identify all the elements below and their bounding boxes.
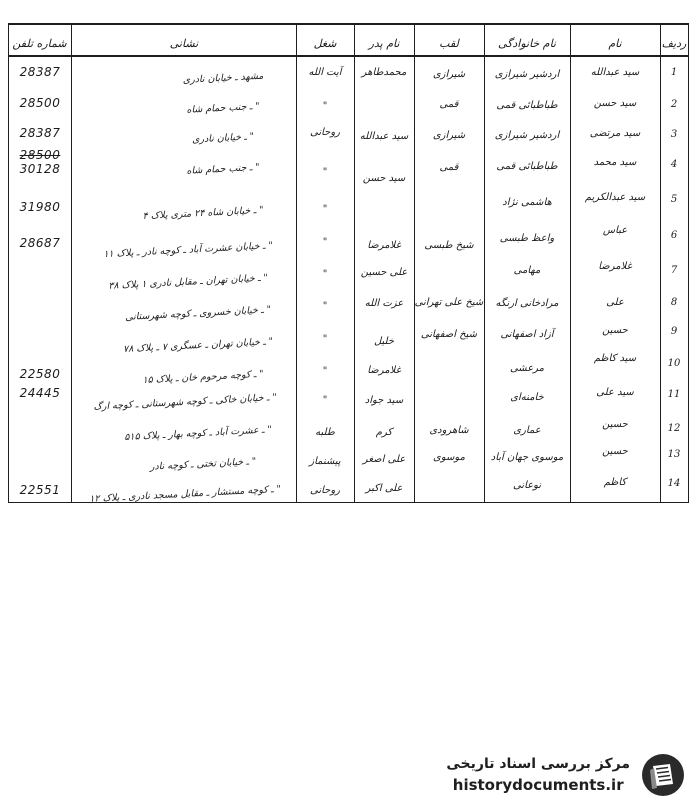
cell-family: طباطبائی قمی — [496, 100, 558, 111]
cell-phone: 28500 — [19, 96, 61, 110]
cell-job: " — [322, 395, 328, 406]
header-father: نام پدر — [368, 37, 400, 50]
cell-title: شیخ اصفهانی — [420, 329, 478, 340]
cell-family: آزاد اصفهانی — [500, 329, 554, 340]
archive-logo-icon — [640, 752, 686, 798]
cell-family: طباطبائی قمی — [496, 161, 558, 172]
header-row-no: ردیف — [661, 37, 687, 50]
cell-phone: 24445 — [19, 386, 61, 400]
watermark-url: historydocuments.ir — [452, 776, 624, 794]
col-divider — [71, 23, 72, 503]
cell-family: اردشیر شیرازی — [494, 130, 560, 141]
cell-job: روحانی — [309, 127, 340, 138]
header-phone: شماره تلفن — [12, 37, 67, 50]
cell-phone: 28387 — [19, 126, 61, 140]
cell-job: " — [322, 167, 328, 178]
cell-row-no: 10 — [667, 358, 681, 369]
cell-father: سید عبدالله — [359, 131, 409, 142]
cell-name: سید علی — [596, 387, 634, 398]
cell-address: " ـ جنب حمام شاه — [186, 161, 260, 177]
cell-title: قمی — [439, 99, 459, 110]
cell-row-no: 14 — [667, 478, 681, 489]
cell-address: " ـ جنب حمام شاه — [186, 100, 260, 116]
cell-name: سید محمد — [593, 157, 637, 168]
cell-phone-corrected: 30128 — [19, 162, 61, 176]
cell-address: " ـ خیابان تهران ـ مقابل نادری ۱ پلاک ۳۸ — [108, 272, 269, 292]
cell-row-no: 3 — [670, 129, 678, 140]
cell-name: عباس — [602, 225, 628, 236]
cell-address: " ـ خیابان نادری — [191, 131, 255, 146]
header-job: شغل — [313, 37, 337, 50]
cell-job: " — [322, 101, 328, 112]
cell-family: اردشیر شیرازی — [494, 69, 560, 80]
cell-job: " — [322, 366, 328, 377]
cell-address: " ـ خیابان خاکی ـ کوچه شهرستانی ـ کوچه ارگ — [93, 392, 278, 413]
watermark-text — [446, 756, 630, 794]
cell-name: کاظم — [603, 477, 627, 488]
cell-family: مهامی — [513, 265, 541, 276]
cell-phone: 31980 — [19, 200, 61, 214]
cell-job: " — [322, 237, 328, 248]
cell-job: آیت الله — [308, 67, 342, 78]
cell-phone: 22580 — [19, 367, 61, 381]
cell-row-no: 13 — [667, 449, 681, 460]
cell-phone: 28687 — [19, 236, 61, 250]
cell-address: " ـ خیابان تهران ـ عسگری ۷ ـ پلاک ۷۸ — [122, 336, 274, 356]
cell-row-no: 2 — [670, 99, 678, 110]
header-name: نام — [608, 37, 622, 50]
cell-name: سید عبدالکریم — [584, 192, 646, 203]
cell-job: طلبه — [315, 427, 335, 438]
cell-father: سید جواد — [364, 395, 404, 406]
cell-address: " ـ عشرت آباد ـ کوچه بهار ـ پلاک ۵۱۵ — [124, 424, 273, 443]
cell-family: نوعانی — [512, 480, 542, 491]
cell-father: علی حسین — [360, 267, 408, 278]
cell-address: " ـ خیابان عشرت آباد ـ کوچه نادر ـ پلاک ۱۱ — [103, 240, 274, 261]
cell-row-no: 8 — [670, 297, 678, 308]
cell-name: سید حسن — [593, 98, 637, 109]
cell-father: محمدطاهر — [361, 67, 407, 78]
cell-row-no: 6 — [670, 230, 678, 241]
watermark-title: مرکز بررسی اسناد تاریخی — [446, 756, 630, 772]
cell-name: علی — [606, 297, 624, 308]
cell-father: سید حسن — [362, 173, 406, 184]
header-address: نشانی — [169, 37, 199, 50]
cell-phone: 28387 — [19, 65, 61, 79]
cell-father: علی اصغر — [362, 454, 406, 465]
cell-family: مرادخانی ارنگه — [495, 298, 559, 309]
cell-job: " — [322, 269, 328, 280]
cell-row-no: 7 — [670, 265, 678, 276]
cell-row-no: 1 — [670, 67, 678, 78]
cell-father: خلیل — [373, 336, 395, 347]
cell-row-no: 4 — [670, 159, 678, 170]
cell-row-no: 12 — [667, 423, 681, 434]
cell-name: حسین — [602, 325, 628, 336]
table-left-rule — [8, 23, 9, 503]
cell-father: غلامرضا — [367, 240, 401, 251]
cell-family: خامنه‌ای — [510, 392, 544, 403]
cell-row-no: 11 — [667, 389, 681, 400]
watermark — [446, 752, 686, 798]
cell-address: " ـ خیابان شاه ۲۴ متری پلاک ۴ — [142, 204, 264, 223]
cell-father: کرم — [375, 427, 393, 438]
cell-title: قمی — [439, 162, 459, 173]
cell-title: شیخ طبسی — [424, 240, 474, 251]
cell-job: روحانی — [309, 485, 340, 496]
cell-name: سید کاظم — [593, 353, 637, 364]
header-title: لقب — [439, 37, 459, 50]
cell-father: غلامرضا — [367, 365, 401, 376]
cell-address: مشهد ـ خیابان نادری — [182, 70, 264, 86]
cell-job: " — [322, 204, 328, 215]
cell-row-no: 5 — [670, 194, 678, 205]
table-right-rule — [688, 23, 689, 503]
cell-job: " — [322, 301, 328, 312]
cell-family: موسوی جهان آباد — [490, 452, 564, 463]
cell-name: غلامرضا — [598, 261, 632, 272]
cell-job: پیشنماز — [309, 456, 341, 467]
cell-row-no: 9 — [670, 326, 678, 337]
cell-title: شیرازی — [432, 69, 466, 80]
cell-address: " ـ خیابان تختی ـ کوچه نادر — [149, 456, 257, 473]
header-top-rule — [8, 23, 688, 25]
cell-name: سید عبدالله — [590, 67, 640, 78]
cell-phone: 22551 — [19, 483, 61, 497]
cell-family: عماری — [513, 425, 541, 436]
cell-phone-struck: 28500 — [19, 148, 61, 162]
cell-family: هاشمی نژاد — [502, 197, 552, 208]
cell-name: حسین — [602, 446, 628, 457]
header-family: نام خانوادگی — [498, 37, 556, 50]
cell-address: " ـ کوچه مستشار ـ مقابل مسجد نادری ـ پلاک ۱۲ — [89, 483, 282, 505]
cell-father: علی اکبر — [365, 483, 403, 494]
cell-name: حسین — [602, 419, 628, 430]
cell-title: شیرازی — [432, 130, 466, 141]
cell-family: مرعشی — [509, 363, 545, 374]
cell-title: شیخ علی تهرانی — [414, 297, 484, 308]
header-bottom-rule — [8, 55, 688, 57]
cell-address: " ـ کوچه مرحوم خان ـ پلاک ۱۵ — [142, 368, 264, 387]
cell-job: " — [322, 334, 328, 345]
cell-name: سید مرتضی — [589, 128, 641, 139]
cell-father: عزت الله — [364, 298, 404, 309]
cell-title: موسوی — [433, 452, 465, 463]
cell-family: واعظ طبسی — [499, 233, 555, 244]
cell-address: " ـ خیابان خسروی ـ کوچه شهرستانی — [124, 304, 272, 323]
cell-title: شاهرودی — [429, 425, 469, 436]
